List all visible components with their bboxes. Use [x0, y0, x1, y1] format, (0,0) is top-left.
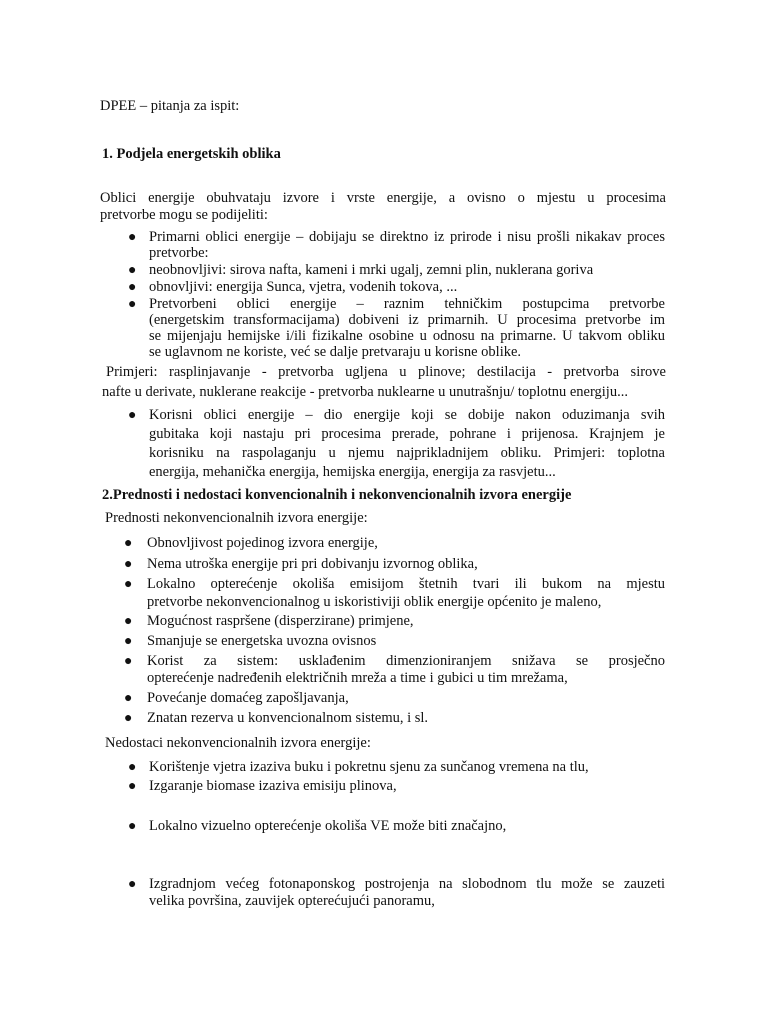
bullet-icon: ●: [128, 760, 137, 775]
document-header: DPEE – pitanja za ispit:: [100, 98, 240, 114]
advantages-title: Prednosti nekonvencionalnih izvora energije:: [105, 510, 368, 526]
bullet-icon: ●: [124, 711, 133, 726]
list-item-line: se mijenjaju hemijske i/ili fizikalne osobine u odnosu na primarne. U takvom obliku: [149, 328, 665, 344]
list-item-line: pretvorbe:: [149, 245, 209, 261]
list-item-line: obnovljivi: energija Sunca, vjetra, vodenih tokova, ...: [149, 279, 458, 295]
bullet-icon: ●: [124, 557, 133, 572]
examples-line-2: nafte u derivate, nuklerane reakcije - pretvorba nuklearne u unutrašnju/ toplotnu energiju...: [102, 384, 628, 400]
bullet-icon: ●: [128, 280, 137, 295]
list-item-line: Mogućnost raspršene (disperzirane) primjene,: [147, 613, 414, 629]
bullet-icon: ●: [124, 634, 133, 649]
list-item-line: Obnovljivost pojedinog izvora energije,: [147, 535, 378, 551]
section-2-heading: 2.Prednosti i nedostaci konvencionalnih i nekonvencionalnih izvora energije: [102, 487, 572, 503]
list-item-line: Lokalno opterećenje okoliša emisijom štetnih tvari ili bukom na mjestu: [147, 576, 665, 592]
list-item-line: Nema utroška energije pri pri dobivanju izvornog oblika,: [147, 556, 478, 572]
list-item-line: Smanjuje se energetska uvozna ovisnos: [147, 633, 377, 649]
list-item-line: Znatan rezerva u konvencionalnom sistemu, i sl.: [147, 710, 429, 726]
list-item-line: neobnovljivi: sirova nafta, kameni i mrki ugalj, zemni plin, nuklerana goriva: [149, 262, 594, 278]
list-item-line: korisniku na raspolaganju u njemu najprikladnijem obliku. Primjeri: toplotna: [149, 445, 665, 461]
bullet-icon: ●: [128, 297, 137, 312]
bullet-icon: ●: [124, 654, 133, 669]
bullet-icon: ●: [128, 779, 137, 794]
list-item-line: Korisni oblici energije – dio energije koji se dobije nakon oduzimanja svih: [149, 407, 665, 423]
list-item-line: velika površina, zauvijek opterećujući panoramu,: [149, 893, 435, 909]
list-item-line: Izgradnjom većeg fotonaponskog postrojenja na slobodnom tlu može se zauzeti: [149, 876, 665, 892]
list-item-line: (energetskim transformacijama) dobiveni iz primarnih. U procesima pretvorbe im: [149, 312, 665, 328]
list-item-line: Korištenje vjetra izaziva buku i pokretnu sjenu za sunčanog vremena na tlu,: [149, 759, 589, 775]
list-item-line: Izgaranje biomase izaziva emisiju plinova,: [149, 778, 397, 794]
list-item-line: se uglavnom ne koriste, već se dalje pretvaraju u korisne oblike.: [149, 344, 522, 360]
bullet-icon: ●: [128, 263, 137, 278]
bullet-icon: ●: [124, 536, 133, 551]
list-item-line: energija, mehanička energija, hemijska energija, energija za rasvjetu...: [149, 464, 556, 480]
examples-line-1: Primjeri: rasplinjavanje - pretvorba ugljena u plinove; destilacija - pretvorba sirove: [106, 364, 666, 380]
section-1-intro-line-1: Oblici energije obuhvataju izvore i vrste energije, a ovisno o mjestu u procesima: [100, 190, 666, 206]
list-item-line: Pretvorbeni oblici energije – raznim tehničkim postupcima pretvorbe: [149, 296, 665, 312]
bullet-icon: ●: [128, 819, 137, 834]
list-item-line: opterećenje nadređenih električnih mreža a time i gubici u tim mrežama,: [147, 670, 568, 686]
bullet-icon: ●: [128, 877, 137, 892]
list-item-line: gubitaka koji nastaju pri procesima prerade, pohrane i prijenosa. Krajnjem je: [149, 426, 665, 442]
bullet-icon: ●: [124, 691, 133, 706]
list-item-line: Korist za sistem: usklađenim dimenzioniranjem snižava se prosječno: [147, 653, 665, 669]
list-item-line: Povećanje domaćeg zapošljavanja,: [147, 690, 349, 706]
section-1-heading: 1. Podjela energetskih oblika: [102, 146, 281, 162]
bullet-icon: ●: [124, 614, 133, 629]
bullet-icon: ●: [128, 408, 137, 423]
list-item-line: Primarni oblici energije – dobijaju se direktno iz prirode i nisu prošli nikakav proces: [149, 229, 665, 245]
list-item-line: pretvorbe nekonvencionalnog u iskoristiviji oblik energije općenito je maleno,: [147, 594, 602, 610]
list-item-line: Lokalno vizuelno opterećenje okoliša VE može biti značajno,: [149, 818, 507, 834]
section-1-intro-line-2: pretvorbe mogu se podijeliti:: [100, 207, 268, 223]
disadvantages-title: Nedostaci nekonvencionalnih izvora energije:: [105, 735, 371, 751]
bullet-icon: ●: [124, 577, 133, 592]
bullet-icon: ●: [128, 230, 137, 245]
